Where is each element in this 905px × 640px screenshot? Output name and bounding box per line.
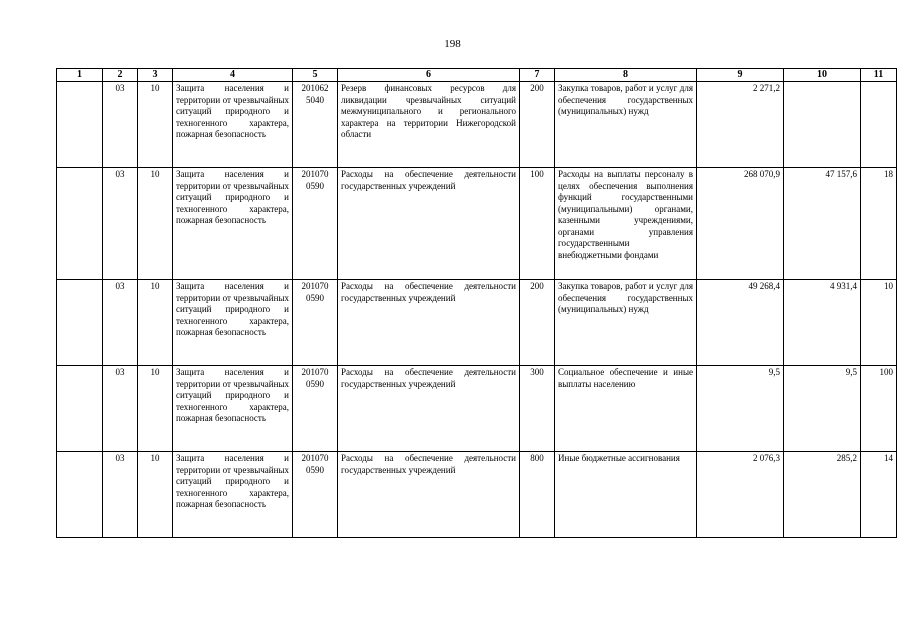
cell-col10: 285,2: [784, 452, 861, 538]
cell-article-name: Резерв финансовых ресурсов для ликвидации чрезвычайных ситуаций межмуниципального и регионального характера на территории Нижегородской области: [338, 82, 520, 168]
cell-target-article: 201070 0590: [293, 452, 338, 538]
cell-section: 03: [103, 82, 138, 168]
cell-target-article: 201070 0590: [293, 366, 338, 452]
cell-subsection: 10: [138, 82, 173, 168]
cell-col10: 47 157,6: [784, 168, 861, 280]
cell-subsection: 10: [138, 168, 173, 280]
column-header: 3: [138, 69, 173, 82]
budget-table: [56, 68, 897, 538]
cell-section-name: Защита населения и территории от чрезвычайных ситуаций природного и техногенного характера, пожарная безопасность: [173, 366, 293, 452]
cell-col9: 268 070,9: [697, 168, 784, 280]
cell-section-name: Защита населения и территории от чрезвычайных ситуаций природного и техногенного характера, пожарная безопасность: [173, 82, 293, 168]
cell-section: 03: [103, 366, 138, 452]
table-row: [57, 366, 897, 452]
cell-section: 03: [103, 280, 138, 366]
cell-section: 03: [103, 452, 138, 538]
cell-col10: 4 931,4: [784, 280, 861, 366]
header-row: [57, 69, 897, 82]
cell-article-name: Расходы на обеспечение деятельности государственных учреждений: [338, 168, 520, 280]
cell-col10: 9,5: [784, 366, 861, 452]
column-header: 4: [173, 69, 293, 82]
cell-col9: 9,5: [697, 366, 784, 452]
cell-subsection: 10: [138, 366, 173, 452]
cell-subsection: 10: [138, 280, 173, 366]
cell-expense-type: 200: [520, 82, 555, 168]
cell-section: 03: [103, 168, 138, 280]
table-row: [57, 168, 897, 280]
cell-col10: [784, 82, 861, 168]
cell-expense-type-name: Социальное обеспечение и иные выплаты населению: [555, 366, 697, 452]
cell-subsection: 10: [138, 452, 173, 538]
table-row: [57, 280, 897, 366]
cell-section-name: Защита населения и территории от чрезвычайных ситуаций природного и техногенного характера, пожарная безопасность: [173, 280, 293, 366]
table-row: [57, 452, 897, 538]
page-number: 198: [444, 38, 461, 50]
cell-col1: [57, 280, 103, 366]
cell-col11: 100: [861, 366, 897, 452]
column-header: 1: [57, 69, 103, 82]
column-header: 5: [293, 69, 338, 82]
cell-col1: [57, 366, 103, 452]
cell-col9: 49 268,4: [697, 280, 784, 366]
cell-target-article: 201070 0590: [293, 168, 338, 280]
cell-col9: 2 271,2: [697, 82, 784, 168]
column-header: 9: [697, 69, 784, 82]
cell-col11: 14: [861, 452, 897, 538]
cell-target-article: 201070 0590: [293, 280, 338, 366]
column-header: 2: [103, 69, 138, 82]
cell-col1: [57, 452, 103, 538]
cell-article-name: Расходы на обеспечение деятельности государственных учреждений: [338, 452, 520, 538]
cell-expense-type-name: Закупка товаров, работ и услуг для обеспечения государственных (муниципальных) нужд: [555, 82, 697, 168]
cell-article-name: Расходы на обеспечение деятельности государственных учреждений: [338, 280, 520, 366]
column-header: 10: [784, 69, 861, 82]
cell-section-name: Защита населения и территории от чрезвычайных ситуаций природного и техногенного характера, пожарная безопасность: [173, 168, 293, 280]
cell-target-article: 201062 5040: [293, 82, 338, 168]
cell-col1: [57, 168, 103, 280]
cell-expense-type-name: Закупка товаров, работ и услуг для обеспечения государственных (муниципальных) нужд: [555, 280, 697, 366]
cell-expense-type: 300: [520, 366, 555, 452]
cell-expense-type: 800: [520, 452, 555, 538]
cell-expense-type: 200: [520, 280, 555, 366]
column-header: 6: [338, 69, 520, 82]
cell-expense-type-name: Иные бюджетные ассигнования: [555, 452, 697, 538]
cell-col11: 18: [861, 168, 897, 280]
cell-col11: 10: [861, 280, 897, 366]
column-header: 8: [555, 69, 697, 82]
table-row: [57, 82, 897, 168]
cell-article-name: Расходы на обеспечение деятельности государственных учреждений: [338, 366, 520, 452]
cell-expense-type-name: Расходы на выплаты персоналу в целях обеспечения выполнения функций государственными (муниципальными) органами, казенными учреждениями, органами управления государственными внебюджетными фондами: [555, 168, 697, 280]
cell-expense-type: 100: [520, 168, 555, 280]
cell-col9: 2 076,3: [697, 452, 784, 538]
cell-col1: [57, 82, 103, 168]
column-header: 11: [861, 69, 897, 82]
cell-section-name: Защита населения и территории от чрезвычайных ситуаций природного и техногенного характера, пожарная безопасность: [173, 452, 293, 538]
column-header: 7: [520, 69, 555, 82]
cell-col11: [861, 82, 897, 168]
